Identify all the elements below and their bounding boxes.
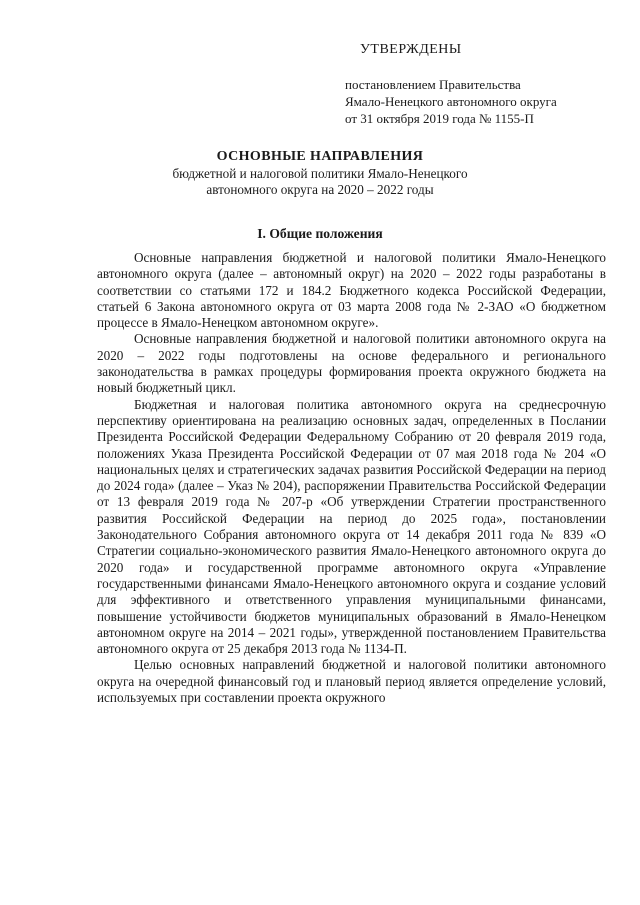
approval-line: постановлением Правительства xyxy=(345,77,521,92)
document-body xyxy=(97,250,606,706)
section-heading: I. Общие положения xyxy=(257,226,383,241)
paragraph: Основные направления бюджетной и налоговой политики автономного округа на 2020 – 2022 годы подготовлены на основе федерального и регионального законодательства в рамках процедуры формирования проекта окружного бюджета на новый бюджетный цикл. xyxy=(97,331,606,396)
approval-heading: УТВЕРЖДЕНЫ xyxy=(360,42,462,57)
approval-line: Ямало-Ненецкого автономного округа xyxy=(345,94,557,109)
paragraph: Бюджетная и налоговая политика автономного округа на среднесрочную перспективу ориентирована на реализацию основных задач, определенных в Послании Президента Российской Федерации Федеральному Собранию от 20 февраля 2019 года, положениях Указа Президента Российской Федерации от 07 мая 2018 года № 204 «О национальных целях и стратегических задачах развития Российской Федерации на период до 2024 года» (далее – Указ № 204), распоряжении Правительства Российской Федерации от 13 февраля 2019 года № 207-р «Об утверждении Стратегии пространственного развития Российской Федерации на период до 2025 года», постановлении Законодательного Собрания автономного округа от 14 декабря 2011 года № 839 «О Стратегии социально-экономического развития Ямало-Ненецкого автономного округа до 2020 года» и государственной программе автономного округа «Управление государственными финансами Ямало-Ненецкого автономного округа и создание условий для эффективного и ответственного управления муниципальными финансами, повышение устойчивости бюджетов муниципальных образований в Ямало-Ненецком автономном округе на 2014 – 2021 годы», утвержденной постановлением Правительства автономного округа от 25 декабря 2013 года № 1134-П. xyxy=(97,396,606,657)
approval-line: от 31 октября 2019 года № 1155-П xyxy=(345,111,534,126)
document-title xyxy=(80,148,560,198)
paragraph: Целью основных направлений бюджетной и налоговой политики автономного округа на очередной финансовый год и плановый период является определение условий, используемых при составлении проекта окружного xyxy=(97,657,606,706)
approval-block xyxy=(343,42,603,127)
title-main: ОСНОВНЫЕ НАПРАВЛЕНИЯ xyxy=(216,149,424,164)
paragraph: Основные направления бюджетной и налоговой политики Ямало-Ненецкого автономного округа (далее – автономный округ) на 2020 – 2022 годы разработаны в соответствии со статьями 172 и 184.2 Бюджетного кодекса Российской Федерации, статьей 6 Закона автономного округа от 03 марта 2008 года № 2-ЗАО «О бюджетном процессе в Ямало-Ненецком автономном округе». xyxy=(97,250,606,331)
title-subline: автономного округа на 2020 – 2022 годы xyxy=(206,182,434,197)
title-subline: бюджетной и налоговой политики Ямало-Ненецкого xyxy=(172,166,468,181)
